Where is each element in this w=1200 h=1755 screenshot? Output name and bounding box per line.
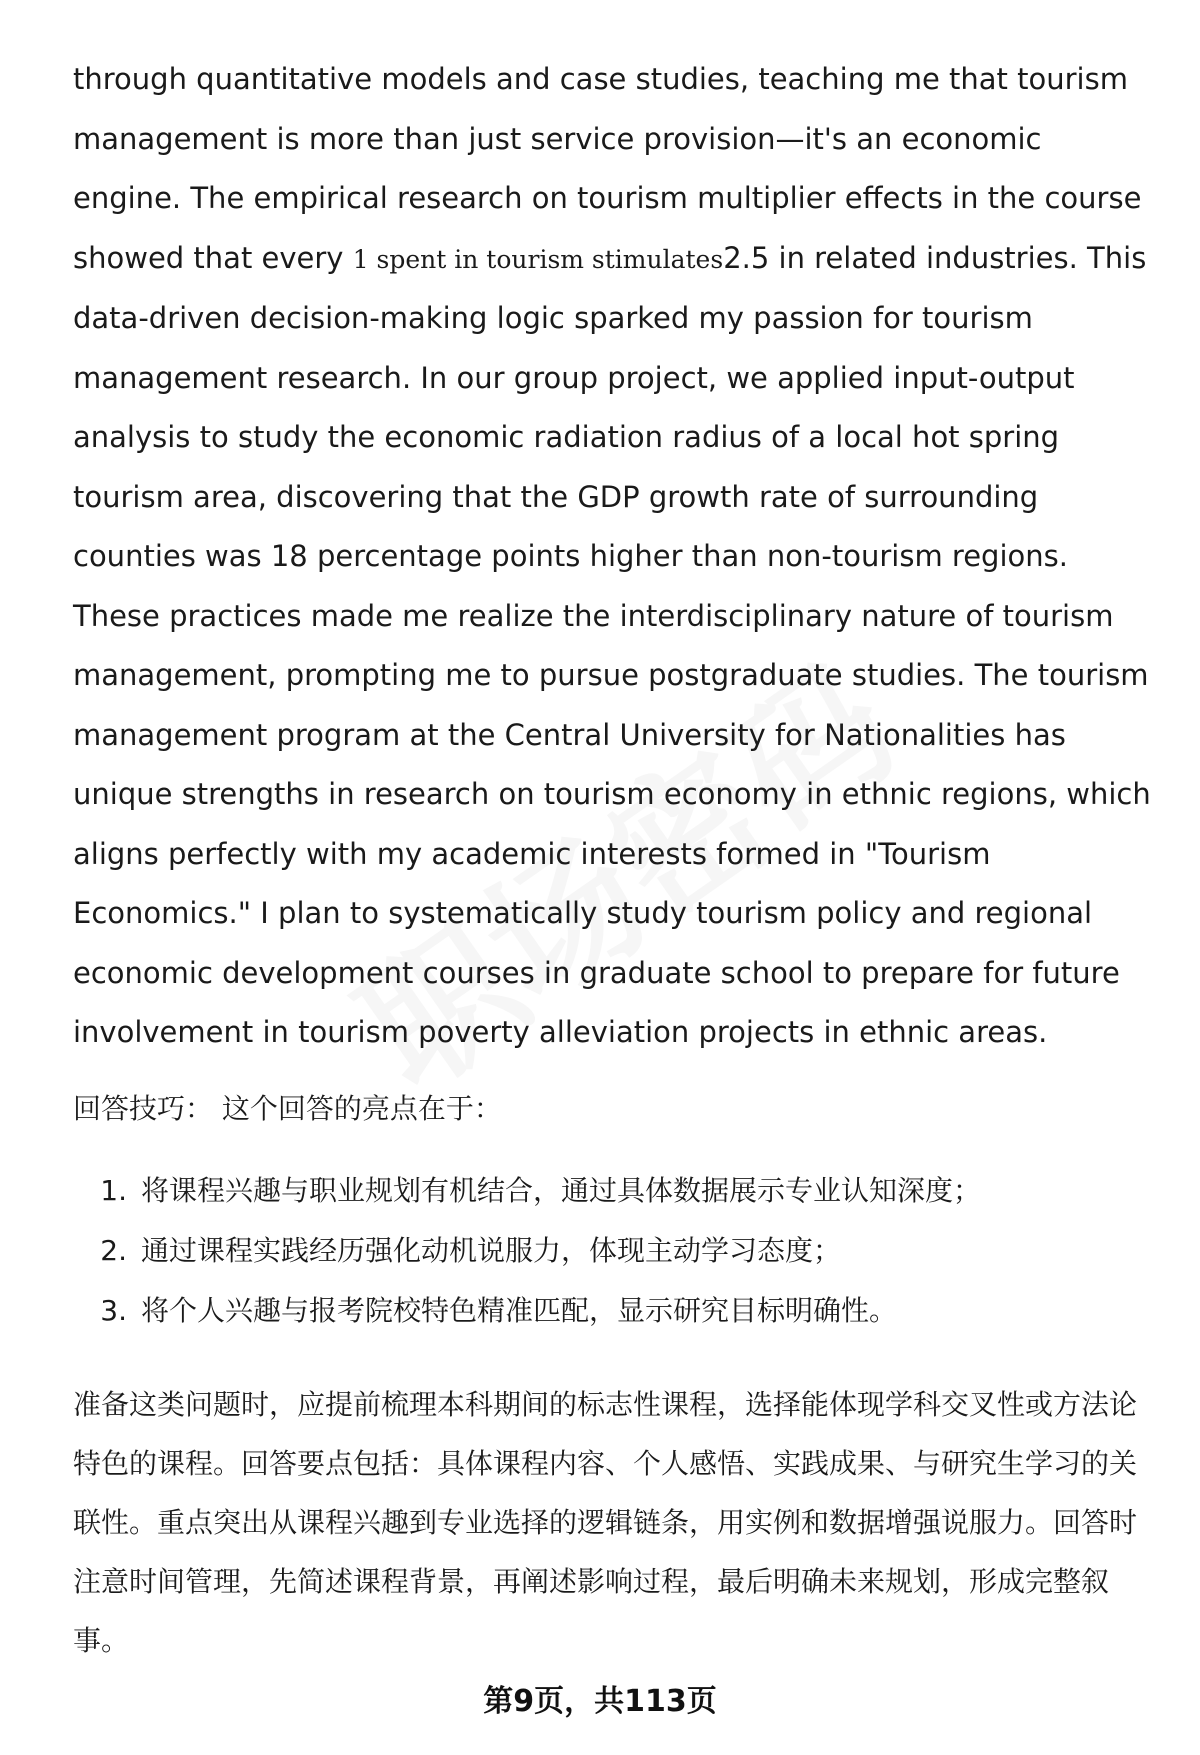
page-number: 第9页，共113页 — [483, 1684, 717, 1719]
list-item-number: 1. — [100, 1173, 127, 1207]
list-item-number: 2. — [100, 1233, 127, 1267]
tips-list — [73, 1161, 1153, 1341]
list-item-text: 将课程兴趣与职业规划有机结合，通过具体数据展示专业认知深度； — [141, 1173, 982, 1207]
list-item — [73, 1161, 1153, 1221]
list-item — [73, 1221, 1153, 1281]
list-item-text: 将个人兴趣与报考院校特色精准匹配，显示研究目标明确性。 — [141, 1293, 898, 1327]
list-item — [73, 1281, 1153, 1341]
document-page — [73, 50, 1153, 1670]
body-paragraph — [73, 50, 1153, 1063]
tips-heading: 回答技巧： 这个回答的亮点在于： — [73, 1091, 502, 1125]
body-math-text: 1 spent in tourism stimulates — [352, 244, 724, 274]
advice-paragraph: 准备这类问题时，应提前梳理本科期间的标志性课程，选择能体现学科交叉性或方法论特色的课程。回答要点包括：具体课程内容、个人感悟、实践成果、与研究生学习的关联性。重点突出从课程兴趣到专业选择的逻辑链条，用实例和数据增强说服力。回答时注意时间管理，先简述课程背景，再阐述影响过程，最后明确未来规划，形成完整叙事。 — [73, 1387, 1138, 1657]
list-item-text: 通过课程实践经历强化动机说服力，体现主动学习态度； — [141, 1233, 842, 1267]
list-item-number: 3. — [100, 1293, 127, 1327]
body-text-part1: through quantitative models and case studies, teaching me that tourism management is more than just service provision—it's an economic engine. The empirical research on tourism multiplier effects in the course showed that every — [73, 62, 1142, 275]
body-text-part2: 2.5 in related industries. This data-driven decision-making logic sparked my passion for tourism management research. In our group project, we applied input-output analysis to study the economic radiation radius of a local hot spring tourism area, discovering that the GDP growth rate of surrounding counties was 18 percentage points higher than non-tourism regions. These practices made me realize the interdisciplinary nature of tourism management, prompting me to pursue postgraduate studies. The tourism management program at the Central University for Nationalities has unique strengths in research on tourism economy in ethnic regions, which aligns perfectly with my academic interests formed in "Tourism Economics." I plan to systematically study tourism policy and regional economic development courses in graduate school to prepare for future involvement in tourism poverty alleviation projects in ethnic areas. — [73, 240, 1151, 1049]
